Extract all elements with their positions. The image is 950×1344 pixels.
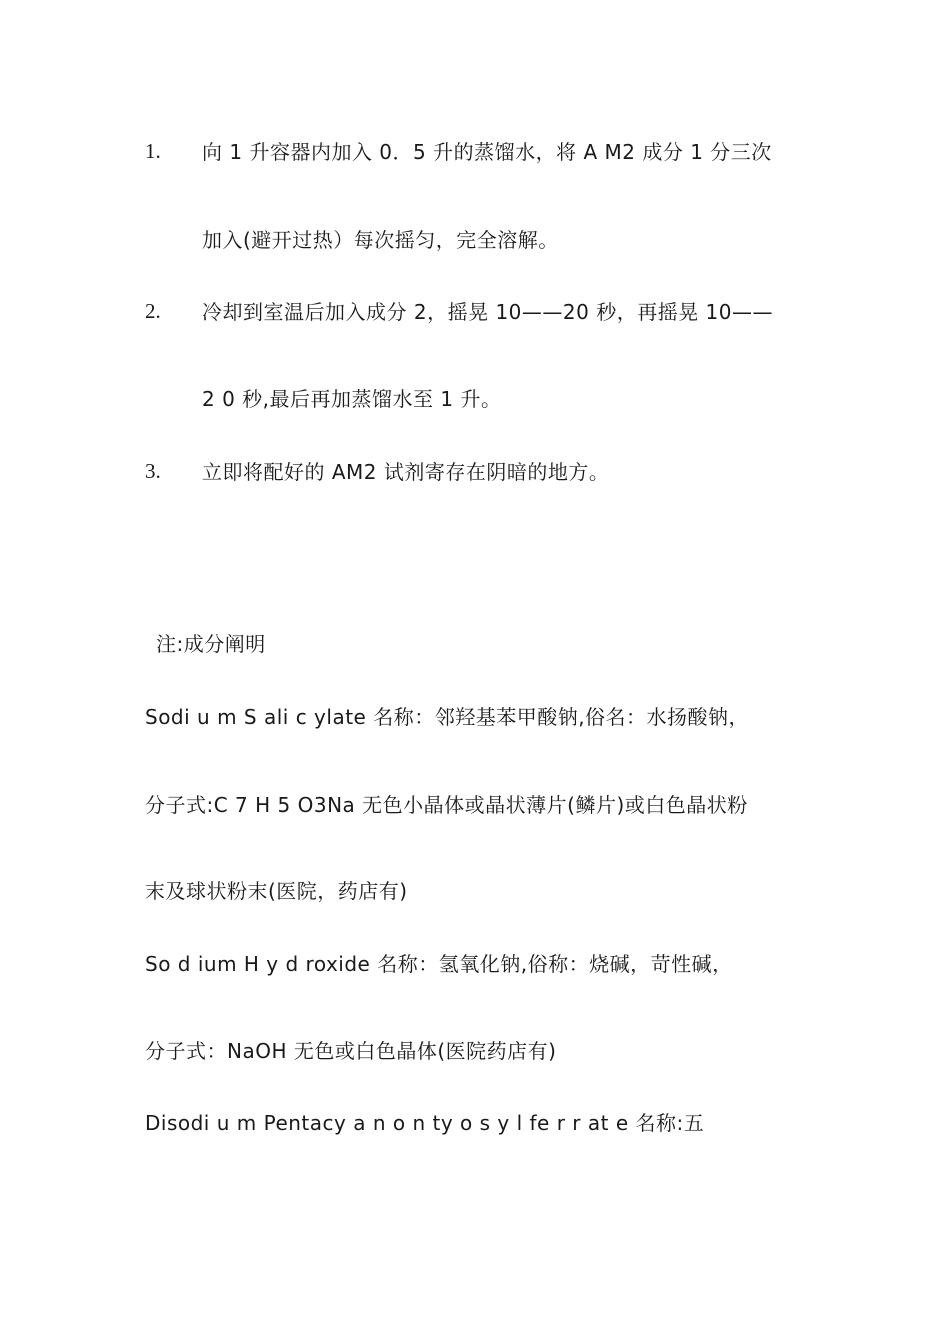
step-2-number: 2. [145,299,161,323]
step-1-line-2: 加入(避开过热）每次摇匀，完全溶解。 [202,228,559,252]
ingredient-line-3: 末及球状粉末(医院，药店有) [145,879,408,903]
note-title: 注:成分阐明 [156,632,266,656]
step-3-number: 3. [145,459,161,483]
step-1-number: 1. [145,139,161,163]
ingredient-line-6: Disodi u m Pentacy a n o n ty o s y l fe r r at e 名称:五 [145,1111,705,1135]
ingredient-line-4: So d ium H y d roxide 名称：氢氧化钠,俗称：烧碱，苛性碱， [145,952,733,976]
step-2-line-2: 2 0 秒,最后再加蒸馏水至 1 升。 [202,387,502,411]
step-1-line-1: 向 1 升容器内加入 0．5 升的蒸馏水，将 A M2 成分 1 分三次 [202,140,772,164]
step-3-line-1: 立即将配好的 AM2 试剂寄存在阴暗的地方。 [202,460,610,484]
ingredient-line-5: 分子式：NaOH 无色或白色晶体(医院药店有) [145,1039,557,1063]
ingredient-line-1: Sodi u m S ali c ylate 名称：邻羟基苯甲酸钠,俗名：水扬酸钠， [145,705,750,729]
step-2-line-1: 冷却到室温后加入成分 2，摇晃 10——20 秒，再摇晃 10—— [202,300,774,324]
ingredient-line-2: 分子式:C 7 H 5 O3Na 无色小晶体或晶状薄片(鳞片)或白色晶状粉 [145,793,748,817]
